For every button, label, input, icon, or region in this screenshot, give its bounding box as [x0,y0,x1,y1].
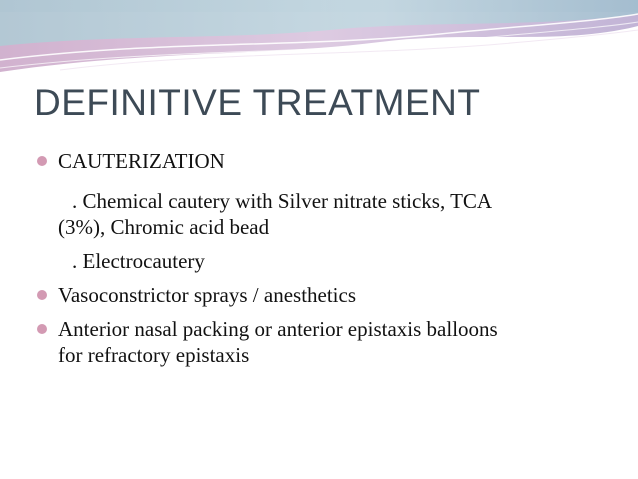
bullet-dot [37,156,47,166]
bullet-text: Vasoconstrictor sprays / anesthetics [58,283,357,307]
bullet-dot [37,324,47,334]
bullet-text: . Chemical cautery with Silver nitrate sticks, TCA [72,189,493,213]
bullet-text: for refractory epistaxis [58,343,250,367]
bullet-text: (3%), Chromic acid bead [58,215,270,239]
bullet-dot [37,290,47,300]
header-wave-decoration [0,0,638,80]
bullet-text: CAUTERIZATION [58,149,225,173]
slide-title: DEFINITIVE TREATMENT [34,82,481,123]
bullet-text: Anterior nasal packing or anterior epistaxis balloons [58,317,498,341]
bullet-text: . Electrocautery [72,249,205,273]
